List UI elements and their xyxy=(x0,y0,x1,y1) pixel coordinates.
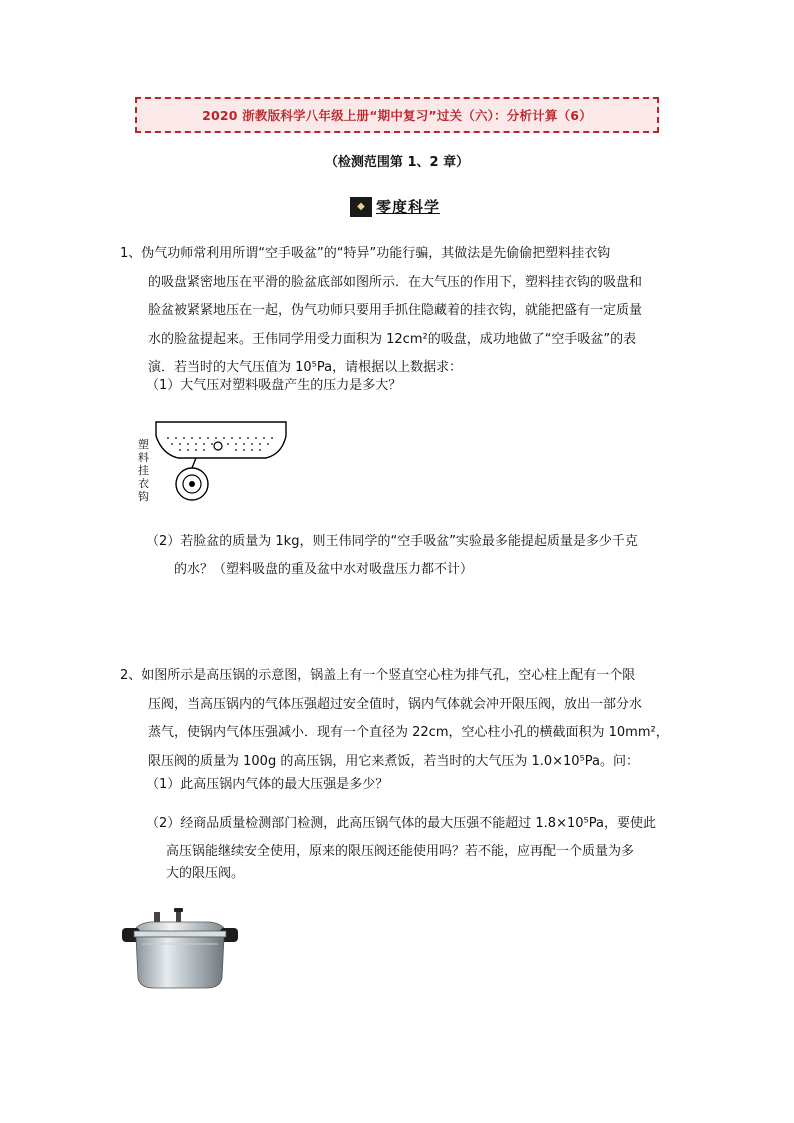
q1-line: 演．若当时的大气压值为 10⁵Pa，请根据以上数据求： xyxy=(148,360,463,375)
brand-logo xyxy=(350,196,440,217)
scope-subtitle: （检测范围第 1、2 章） xyxy=(324,155,470,170)
pressure-cooker-icon xyxy=(120,908,240,992)
q1-part2-line: （2）若脸盆的质量为 1kg，则王伟同学的“空手吸盆”实验最多能提起质量是多少千克 xyxy=(146,534,638,549)
q2-part1: （1）此高压锅内气体的最大压强是多少？ xyxy=(146,777,389,792)
q1-line: 1、伪气功师常利用所谓“空手吸盆”的“特异”功能行骗，其做法是先偷偷把塑料挂衣钩 xyxy=(120,246,611,261)
question-1 xyxy=(120,240,685,383)
q1-part1: （1）大气压对塑料吸盘产生的压力是多大？ xyxy=(146,378,402,393)
logo-text: 零度科学 xyxy=(376,198,441,216)
q2-line: 压阀，当高压锅内的气体压强超过安全值时，锅内气体就会冲开限压阀，放出一部分水 xyxy=(148,696,643,712)
q2-line: 蒸气，使锅内气体压强减小．现有一个直径为 22cm，空心柱小孔的横截面积为 10mm²， xyxy=(148,725,669,740)
q1-line: 的吸盘紧密地压在平滑的脸盆底部如图所示．在大气压的作用下，塑料挂衣钩的吸盘和 xyxy=(148,274,643,290)
q2-part2-line: （2）经商品质量检测部门检测，此高压锅气体的最大压强不能超过 1.8×10⁵Pa，要使此 xyxy=(146,816,656,831)
question-2 xyxy=(120,662,685,776)
document-title: 2020 浙教版科学八年级上册“期中复习”过关（六）：分析计算（6） xyxy=(202,108,592,123)
q1-part2-line: 的水？（塑料吸盘的重及盆中水对吸盘压力都不计） xyxy=(174,562,474,577)
figure1-label: 塑料挂衣钩 xyxy=(138,438,149,503)
q2-line: 2、如图所示是高压锅的示意图，锅盖上有一个竖直空心柱为排气孔，空心柱上配有一个限 xyxy=(120,668,636,683)
q2-line: 限压阀的质量为 100g 的高压锅，用它来煮饭，若当时的大气压为 1.0×10⁵Pa。问： xyxy=(148,753,640,769)
q1-line: 脸盆被紧紧地压在一起，伪气功师只要用手抓住隐藏着的挂衣钩，就能把盛有一定质量 xyxy=(148,303,643,318)
basin-suction-hook-icon xyxy=(138,414,288,514)
q2-part2-line: 高压锅能继续安全使用，原来的限压阀还能使用吗？若不能，应再配一个质量为多 xyxy=(166,844,635,859)
q1-line: 水的脸盆提起来。王伟同学用受力面积为 12cm²的吸盘，成功地做了“空手吸盆”的表 xyxy=(148,331,637,347)
title-banner xyxy=(135,97,659,133)
q2-part2-line: 大的限压阀。 xyxy=(166,866,245,881)
logo-mark-icon: ◆ xyxy=(350,197,372,217)
